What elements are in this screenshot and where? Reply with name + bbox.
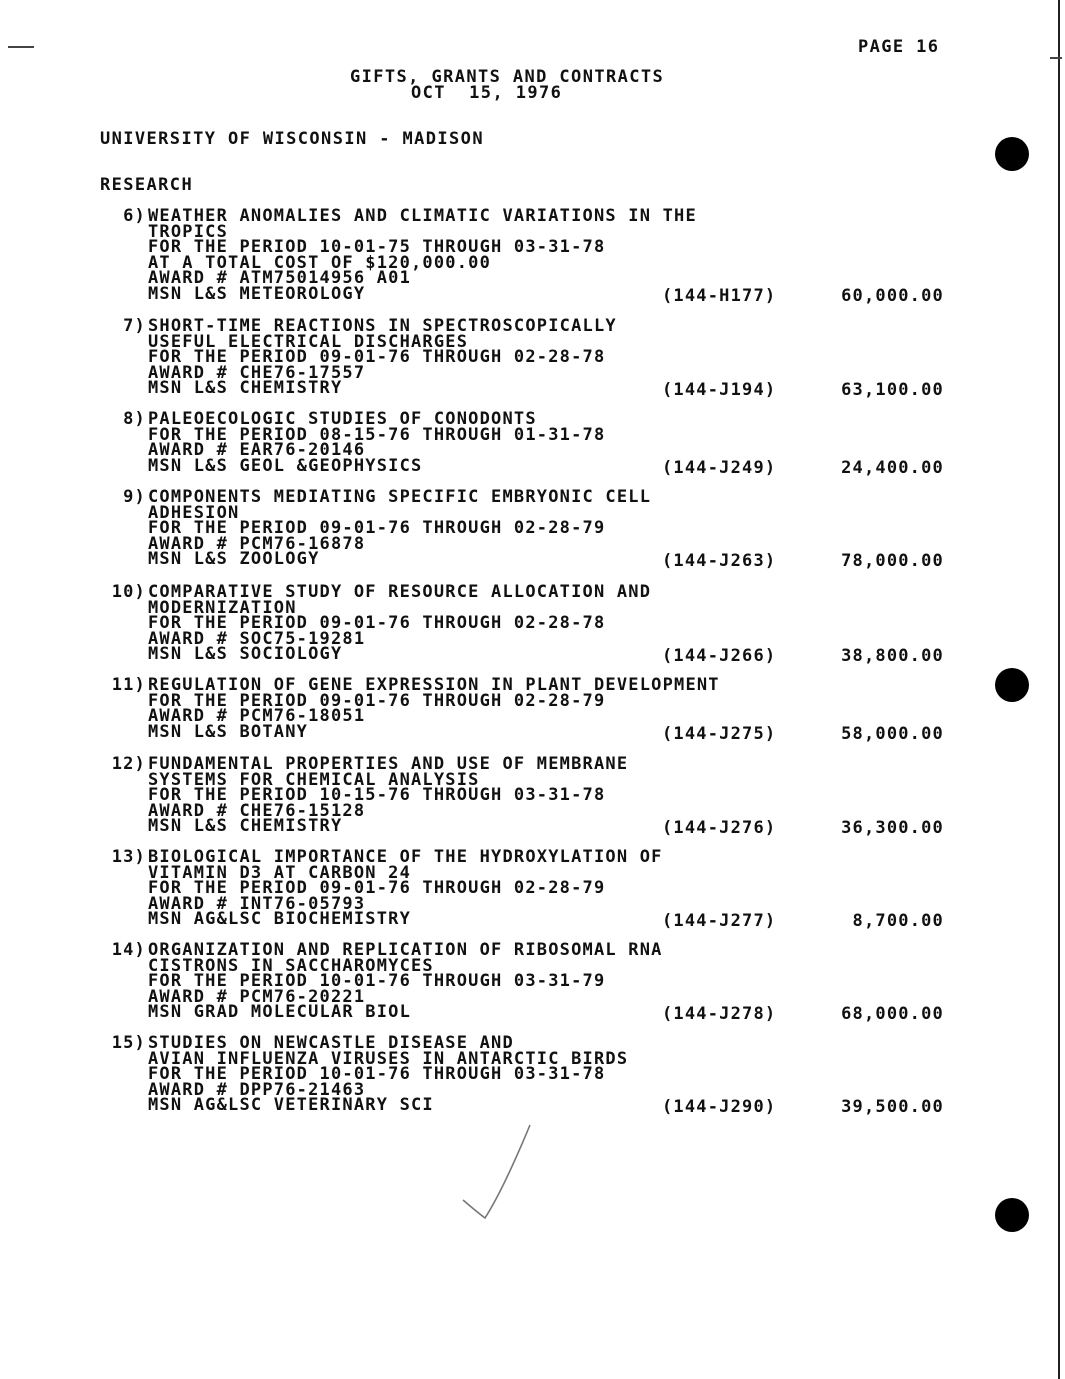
entry-line: STUDIES ON NEWCASTLE DISEASE AND	[148, 1033, 514, 1053]
award-amount: 58,000.00	[841, 723, 944, 744]
entry-description	[148, 206, 697, 304]
entry-number: 15)	[111, 1033, 146, 1053]
entry-line: REGULATION OF GENE EXPRESSION IN PLANT DEVELOPMENT	[148, 675, 720, 695]
award-amount: 36,300.00	[841, 818, 944, 838]
award-amount: 68,000.00	[841, 1004, 944, 1024]
entry-description	[148, 942, 663, 1020]
entry-description	[148, 318, 617, 396]
entry-line: CISTRONS IN SACCHAROMYCES	[148, 955, 434, 976]
account-code: (144-J275)	[662, 723, 777, 744]
entry-line: COMPARATIVE STUDY OF RESOURCE ALLOCATION AND	[148, 582, 652, 602]
entry-line: SYSTEMS FOR CHEMICAL ANALYSIS	[148, 769, 480, 790]
account-code: (144-J278)	[662, 1004, 777, 1024]
institution-name: UNIVERSITY OF WISCONSIN - MADISON	[100, 129, 484, 149]
entry-line: AVIAN INFLUENZA VIRUSES IN ANTARCTIC BIRDS	[148, 1048, 629, 1069]
entry-description	[148, 849, 663, 927]
entry-description	[148, 489, 651, 567]
entry-line: AWARD # SOC75-19281	[148, 628, 366, 649]
account-code: (144-J290)	[662, 1097, 777, 1117]
entry-description	[148, 675, 720, 742]
account-code: (144-J276)	[662, 818, 777, 838]
entry-description	[148, 1035, 628, 1113]
entry-number: 6)	[123, 206, 146, 226]
entry-line: FOR THE PERIOD 09-01-76 THROUGH 02-28-79	[148, 690, 606, 711]
entry-line: AWARD # CHE76-17557	[148, 362, 366, 383]
entry-line: ADHESION	[148, 502, 240, 523]
entry-line: VITAMIN D3 AT CARBON 24	[148, 862, 412, 883]
entry-line: FOR THE PERIOD 08-15-76 THROUGH 01-31-78	[148, 424, 606, 445]
document-date: OCT 15, 1976	[411, 83, 563, 103]
entry-line: ORGANIZATION AND REPLICATION OF RIBOSOMAL RNA	[148, 940, 663, 960]
entry-line: MSN L&S SOCIOLOGY	[148, 644, 343, 664]
entry-line: FOR THE PERIOD 09-01-76 THROUGH 02-28-78	[148, 613, 606, 633]
entry-line: USEFUL ELECTRICAL DISCHARGES	[148, 331, 469, 352]
left-margin-dash	[8, 46, 34, 48]
entry-number: 14)	[111, 940, 146, 960]
entry-line: MSN L&S BOTANY	[148, 721, 309, 742]
account-code: (144-J249)	[662, 457, 777, 478]
entry-line: MODERNIZATION	[148, 597, 297, 618]
entry-line: PALEOECOLOGIC STUDIES OF CONODONTS	[148, 409, 537, 429]
account-code: (144-H177)	[662, 285, 777, 306]
entry-line: FOR THE PERIOD 10-15-76 THROUGH 03-31-78	[148, 785, 606, 805]
document-title: GIFTS, GRANTS AND CONTRACTS	[350, 67, 665, 87]
entry-line: AT A TOTAL COST OF $120,000.00	[148, 252, 492, 273]
entry-line: MSN L&S ZOOLOGY	[148, 549, 320, 569]
entry-number: 8)	[123, 409, 146, 429]
binder-hole-bottom	[995, 1198, 1029, 1232]
right-margin-dash	[1050, 57, 1062, 59]
entry-line: MSN L&S CHEMISTRY	[148, 816, 343, 836]
binder-hole-middle	[995, 668, 1029, 702]
check-mark-icon	[455, 1120, 545, 1230]
entry-description	[148, 756, 628, 834]
entry-line: FOR THE PERIOD 10-01-76 THROUGH 03-31-78	[148, 1064, 606, 1084]
award-amount: 24,400.00	[841, 457, 944, 478]
award-amount: 39,500.00	[841, 1097, 944, 1117]
entry-number: 11)	[111, 675, 146, 695]
entry-line: COMPONENTS MEDIATING SPECIFIC EMBRYONIC CELL	[148, 487, 652, 507]
entry-line: SHORT-TIME REACTIONS IN SPECTROSCOPICALLY	[148, 316, 617, 336]
award-amount: 8,700.00	[852, 911, 944, 931]
award-amount: 60,000.00	[841, 285, 944, 306]
entry-line: AWARD # INT76-05793	[148, 893, 366, 914]
account-code: (144-J263)	[662, 551, 777, 571]
entry-line: FOR THE PERIOD 10-01-76 THROUGH 03-31-79	[148, 971, 606, 991]
entry-number: 10)	[111, 582, 146, 602]
entry-line: FOR THE PERIOD 09-01-76 THROUGH 02-28-79	[148, 878, 606, 898]
entry-line: AWARD # DPP76-21463	[148, 1079, 366, 1100]
entry-line: AWARD # CHE76-15128	[148, 800, 366, 821]
entry-line: AWARD # PCM76-16878	[148, 533, 366, 554]
account-code: (144-J194)	[662, 380, 777, 400]
account-code: (144-J277)	[662, 911, 777, 931]
entry-description	[148, 584, 651, 662]
entry-description	[148, 409, 606, 476]
entry-line: FOR THE PERIOD 09-01-76 THROUGH 02-28-79	[148, 518, 606, 538]
entry-line: BIOLOGICAL IMPORTANCE OF THE HYDROXYLATION OF	[148, 847, 663, 867]
entry-line: MSN L&S CHEMISTRY	[148, 378, 343, 398]
entry-line: FUNDAMENTAL PROPERTIES AND USE OF MEMBRANE	[148, 754, 629, 774]
entry-line: AWARD # EAR76-20146	[148, 440, 366, 460]
entry-line: FOR THE PERIOD 09-01-76 THROUGH 02-28-78	[148, 347, 606, 367]
entry-line: MSN L&S METEOROLOGY	[148, 283, 366, 304]
entry-line: AWARD # PCM76-20221	[148, 986, 366, 1007]
account-code: (144-J266)	[662, 646, 777, 666]
section-heading: RESEARCH	[100, 175, 194, 195]
award-amount: 78,000.00	[841, 551, 944, 571]
entry-number: 9)	[123, 487, 146, 507]
entry-line: MSN AG&LSC VETERINARY SCI	[148, 1095, 434, 1115]
entry-line: WEATHER ANOMALIES AND CLIMATIC VARIATIONS IN THE	[148, 206, 697, 226]
entry-line: MSN AG&LSC BIOCHEMISTRY	[148, 909, 412, 929]
entry-number: 12)	[111, 754, 146, 774]
entry-line: AWARD # PCM76-18051	[148, 706, 366, 726]
entry-line: TROPICS	[148, 221, 229, 242]
page-number: PAGE 16	[858, 37, 940, 57]
entry-line: MSN L&S GEOL &GEOPHYSICS	[148, 455, 423, 476]
right-page-edge	[1058, 0, 1060, 1379]
binder-hole-top	[995, 137, 1029, 171]
entry-line: MSN GRAD MOLECULAR BIOL	[148, 1002, 412, 1022]
entry-line: AWARD # ATM75014956 A01	[148, 268, 412, 288]
entry-number: 13)	[111, 847, 146, 867]
award-amount: 38,800.00	[841, 646, 944, 666]
entry-number: 7)	[123, 316, 146, 336]
entry-line: FOR THE PERIOD 10-01-75 THROUGH 03-31-78	[148, 237, 606, 257]
award-amount: 63,100.00	[841, 380, 944, 400]
